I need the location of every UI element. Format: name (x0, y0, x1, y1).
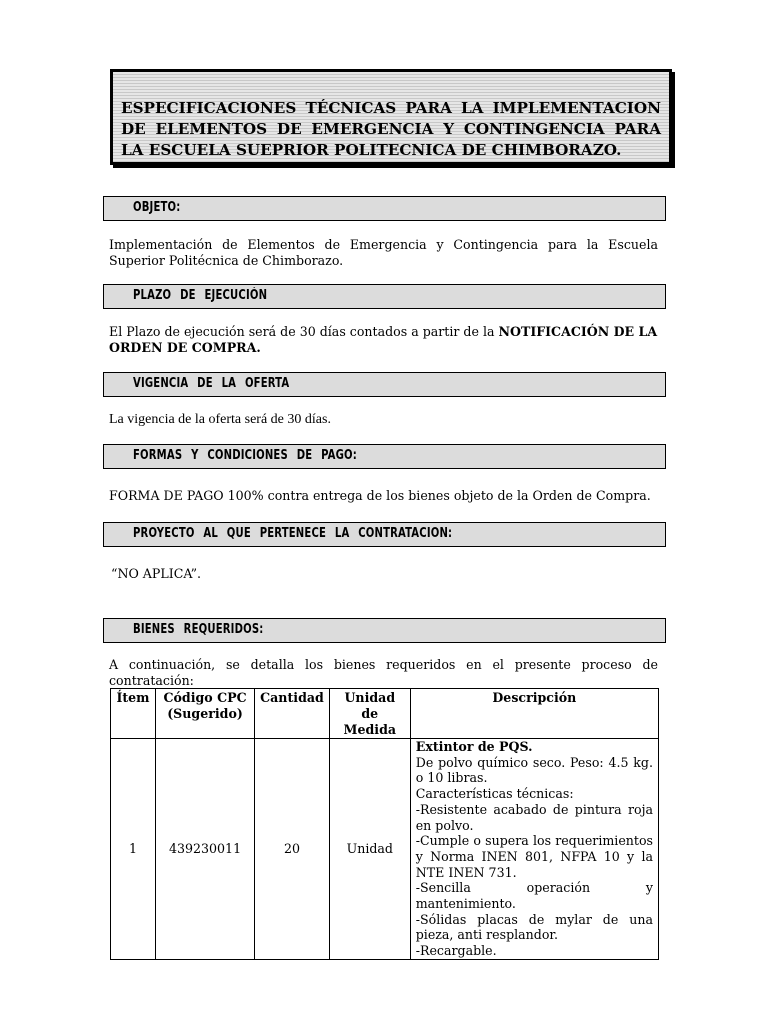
section-plazo-text-start: El Plazo de ejecución será de 30 días contados a partir de la (109, 324, 499, 339)
col-header-unidad: Unidad de Medida (329, 689, 410, 739)
bienes-table (110, 688, 659, 960)
section-header-formas (103, 444, 666, 469)
section-header-objeto (103, 196, 666, 221)
cell-cpc: 439230011 (155, 739, 254, 960)
table-header-row (111, 689, 659, 739)
col-header-item: Ítem (111, 689, 156, 739)
section-header-plazo-label: PLAZO DE EJECUCIÓN (133, 288, 268, 303)
section-header-formas-label: FORMAS Y CONDICIONES DE PAGO: (133, 448, 357, 463)
desc-line: -Resistente acabado de pintura roja en polvo. (415, 801, 653, 833)
section-header-vigencia-label: VIGENCIA DE LA OFERTA (133, 376, 290, 391)
section-formas-text: FORMA DE PAGO 100% contra entrega de los bienes objeto de la Orden de Compra. (109, 488, 651, 503)
desc-line: -Recargable. (415, 943, 497, 959)
cell-unidad: Unidad (329, 739, 410, 960)
desc-line: -Sencilla operación y mantenimiento. (415, 880, 653, 912)
section-plazo-text-bold: NOTIFICACIÓN DE LA ORDEN DE COMPRA. (109, 324, 658, 355)
section-header-bienes (103, 618, 666, 643)
desc-title: Extintor de PQS. (415, 739, 533, 754)
section-proyecto-text: “NO APLICA”. (111, 566, 202, 581)
cell-item: 1 (111, 739, 156, 960)
cell-descripcion (410, 739, 658, 960)
section-header-bienes-label: BIENES REQUERIDOS: (133, 622, 264, 637)
section-plazo-text (109, 324, 658, 356)
section-vigencia-text: La vigencia de la oferta será de 30 días. (109, 412, 331, 427)
section-bienes-text: A continuación, se detalla los bienes requeridos en el presente proceso de contratación: (109, 657, 658, 688)
col-header-descripcion: Descripción (410, 689, 658, 739)
col-header-cantidad: Cantidad (255, 689, 330, 739)
desc-line: Características técnicas: (415, 786, 574, 802)
section-header-proyecto (103, 522, 666, 547)
col-header-cpc: Código CPC (Sugerido) (155, 689, 254, 739)
section-header-proyecto-label: PROYECTO AL QUE PERTENECE LA CONTRATACION: (133, 526, 453, 541)
section-header-plazo (103, 284, 666, 309)
desc-line: -Cumple o supera los requerimientos y Norma INEN 801, NFPA 10 y la NTE INEN 731. (415, 833, 653, 880)
table-row (111, 739, 659, 960)
desc-line: -Sólidas placas de mylar de una pieza, anti resplandor. (415, 911, 653, 943)
cell-cantidad: 20 (255, 739, 330, 960)
section-header-objeto-label: OBJETO: (133, 200, 181, 215)
desc-line: De polvo químico seco. Peso: 4.5 kg. o 10 libras. (415, 754, 653, 786)
document-title-box (110, 69, 672, 165)
section-objeto-text: Implementación de Elementos de Emergencia y Contingencia para la Escuela Superior Politécnica de Chimborazo. (109, 237, 658, 268)
section-header-vigencia (103, 372, 666, 397)
document-title: ESPECIFICACIONES TÉCNICAS PARA LA IMPLEMENTACION DE ELEMENTOS DE EMERGENCIA Y CONTINGENCIA PARA LA ESCUELA SUEPRIOR POLITECNICA DE CHIMBORAZO. (121, 99, 661, 159)
